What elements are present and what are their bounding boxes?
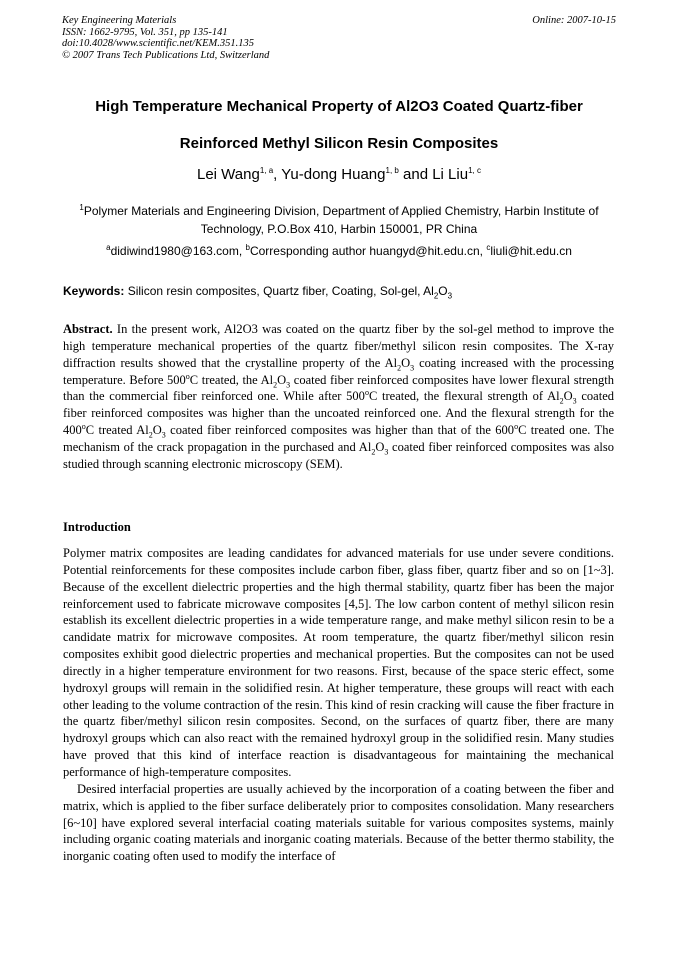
affiliation-mark: 1 — [79, 203, 84, 212]
abstract-sub: 3 — [572, 396, 577, 406]
abstract — [63, 321, 614, 473]
author-affil-mark: 1, a — [259, 166, 274, 175]
section-heading-introduction: Introduction — [63, 520, 131, 534]
abstract-text: O — [152, 423, 162, 438]
affiliation-text: Polymer Materials and Engineering Division, Department of Applied Chemistry, Harbin Institute of Technology, P.O.Box 410, Harbin 150001, PR China — [83, 204, 599, 236]
abstract-sub: 2 — [559, 396, 564, 406]
abstract-sub: 2 — [273, 380, 278, 390]
title-line-2: Reinforced Methyl Silicon Resin Composites — [179, 135, 499, 152]
doi-line: doi:10.4028/www.scientific.net/KEM.351.135 — [62, 38, 254, 49]
email-text: liuli@hit.edu.cn — [490, 244, 572, 258]
abstract-sup: o — [364, 388, 369, 398]
abstract-sub: 2 — [148, 430, 153, 440]
abstract-text: O — [401, 355, 411, 370]
abstract-body — [63, 322, 614, 471]
keywords-label: Keywords: — [63, 284, 125, 298]
abstract-sub: 3 — [286, 380, 291, 390]
abstract-sup: o — [514, 421, 519, 431]
abstract-text: coated fiber reinforced composites have lower flexural strength than the commercial fiber reinforced one. While after 500 — [63, 372, 614, 404]
keywords-text: Silicon resin composites, Quartz fiber, Coating, Sol-gel, Al — [127, 284, 434, 298]
author-separator: and — [398, 166, 433, 183]
affiliation — [62, 202, 616, 238]
email-mark: b — [245, 243, 250, 252]
abstract-text: O — [277, 372, 287, 387]
introduction-paragraph-2: Desired interfacial properties are usually achieved by the incorporation of a coating between the fiber and matrix, which is applied to the fiber surface deliberately prior to composites consolidation. Many researchers [6~10] have explored several interfacial coating materials suitable for various composites systems, mainly including organic coating materials and inorganic coating materials. Because of the better thermo stability, the inorganic coating often used to modify the interface of — [63, 781, 614, 864]
journal-name: Key Engineering Materials — [62, 15, 177, 26]
author-affil-mark: 1, b — [385, 166, 399, 175]
author-separator: , — [273, 166, 282, 183]
author-list — [40, 166, 638, 183]
email-text: Corresponding author huangyd@hit.edu.cn, — [249, 244, 487, 258]
abstract-text: coated fiber reinforced composites was higher than the uncoated reinforced one. And the flexural strength for the 400 — [63, 389, 614, 438]
abstract-sub: 2 — [371, 447, 376, 457]
abstract-text: C treated, the Al — [189, 372, 274, 387]
abstract-text: O — [375, 439, 385, 454]
abstract-text: coated fiber reinforced composites was higher than that of the 600 — [165, 423, 515, 438]
abstract-text: C treated, the flexural strength of Al — [368, 389, 560, 404]
abstract-sub: 2 — [397, 363, 402, 373]
online-date: Online: 2007-10-15 — [532, 15, 616, 26]
abstract-text: coated fiber reinforced composites was also studied through scanning electronic microscopy (SEM). — [63, 439, 614, 471]
abstract-text: O — [563, 389, 573, 404]
email-line — [62, 244, 616, 258]
keywords-sub: 2 — [433, 291, 439, 301]
keywords-text-mid: O — [438, 284, 448, 298]
email-mark: c — [486, 243, 491, 252]
author-name: Yu-dong Huang — [281, 166, 386, 183]
copyright-line: © 2007 Trans Tech Publications Ltd, Switzerland — [62, 49, 270, 61]
journal-header — [62, 15, 616, 61]
email-mark: a — [106, 243, 111, 252]
introduction-body — [63, 545, 614, 865]
title-line-1: High Temperature Mechanical Property of Al2O3 Coated Quartz-fiber — [95, 98, 583, 115]
abstract-text: coating increased with the processing temperature. Before 500 — [63, 355, 614, 387]
abstract-text: In the present work, Al2O3 was coated on the quartz fiber by the sol-gel method to improve the high temperature mechanical properties of the quartz fiber/methyl silicon resin composites. The X-ray diffraction results showed that the crystalline property of the Al — [63, 322, 614, 370]
abstract-sub: 3 — [161, 430, 166, 440]
paper-title — [40, 88, 638, 162]
abstract-sub: 3 — [410, 363, 415, 373]
email-text: didiwind1980@163.com, — [110, 244, 246, 258]
keywords-sub: 3 — [447, 291, 453, 301]
abstract-sub: 3 — [384, 447, 389, 457]
abstract-text: C treated one. The mechanism of the crack propagation in the purchased and Al — [63, 423, 614, 454]
author-name: Lei Wang — [197, 166, 260, 183]
abstract-sup: o — [185, 371, 190, 381]
abstract-label: Abstract. — [63, 322, 113, 336]
issn-line: ISSN: 1662-9795, Vol. 351, pp 135-141 — [62, 26, 228, 38]
author-name: Li Liu — [432, 166, 469, 183]
abstract-text: C treated Al — [85, 423, 149, 438]
author-affil-mark: 1, c — [468, 166, 481, 175]
abstract-sup: o — [81, 421, 86, 431]
keywords — [63, 284, 616, 301]
introduction-paragraph-1: Polymer matrix composites are leading candidates for advanced materials for use under severe conditions. Potential reinforcements for these composites include carbon fiber, glass fiber, quartz fiber and so on [1~3]. Because of the excellent dielectric properties and the high thermal stability, quartz fiber has been the major reinforcement used to fabricate microwave composites [4,5]. The low carbon content of methyl silicon resin establish its excellent dielectric properties in a wide temperature range, and make methyl silicon resin to be a candidate matrix for microwave composites. At room temperature, the quartz fiber/methyl silicon resin composites exhibit good dielectric properties and mechanical properties. But the composites can not be used directly in a higher temperature environment for two reasons. First, because of the space steric effect, some hydroxyl groups will remain in the solidified resin. At higher temperature, these groups will react with each other leading to the volume contraction of the resin. This kind of resin cracking will cause the fiber fracture in the quartz fiber/methyl silicon resin composites. Second, on the surfaces of quartz fiber, there are many hydroxyl groups which can also react with the remained hydroxyl group in the solidified resin. Many studies have proved that this kind of interface reaction is disadvantageous for maintaining the mechanical performance of high-temperature composites. — [63, 546, 614, 779]
